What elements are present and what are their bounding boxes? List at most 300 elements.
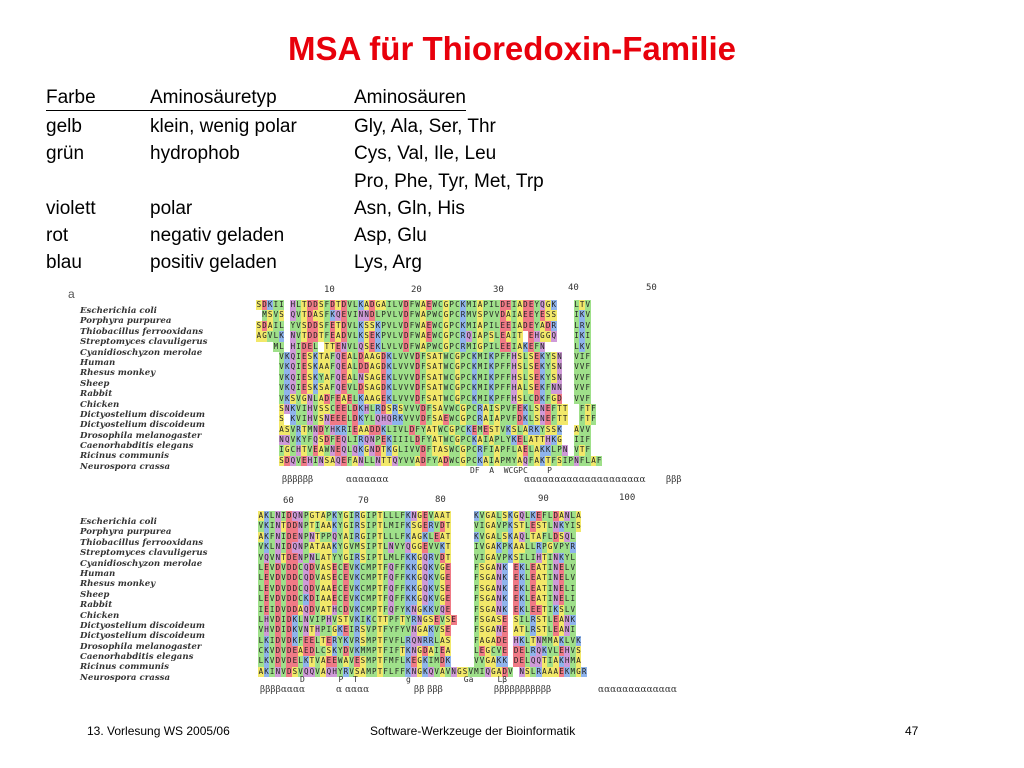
residue: I xyxy=(279,300,284,309)
species-name: Chicken xyxy=(80,610,120,621)
residue: Y xyxy=(534,310,540,320)
residue: S xyxy=(576,521,581,531)
residue: P xyxy=(460,351,466,361)
residue: I xyxy=(511,310,517,320)
residue: K xyxy=(519,604,524,614)
residue: D xyxy=(275,646,281,656)
residue: K xyxy=(406,511,411,520)
residue: A xyxy=(491,604,496,614)
residue: N xyxy=(553,521,559,531)
residue: K xyxy=(290,414,296,424)
residue: Y xyxy=(564,542,570,552)
residue: A xyxy=(370,351,375,361)
residue: N xyxy=(574,455,579,465)
residue: K xyxy=(445,656,451,666)
residue: A xyxy=(313,310,318,320)
residue: D xyxy=(309,594,315,604)
residue: N xyxy=(298,552,303,562)
residue: V xyxy=(281,656,286,666)
residue: D xyxy=(286,594,292,604)
residue: N xyxy=(370,435,375,445)
residue: E xyxy=(536,511,542,520)
residue: I xyxy=(366,542,371,552)
residue: N xyxy=(275,521,281,531)
residue: V xyxy=(468,666,473,676)
residue: F xyxy=(585,372,591,382)
residue: A xyxy=(559,625,564,635)
residue: L xyxy=(525,542,530,552)
residue: L xyxy=(564,594,570,604)
residue: V xyxy=(489,310,494,320)
residue: S xyxy=(307,362,313,372)
residue: K xyxy=(358,403,364,413)
residue: S xyxy=(440,625,445,635)
residue: F xyxy=(421,435,426,445)
residue: R xyxy=(477,445,483,455)
residue: G xyxy=(491,666,496,676)
residue: F xyxy=(474,562,479,572)
residue: D xyxy=(309,604,315,614)
residue: D xyxy=(513,646,519,656)
residue: A xyxy=(309,542,315,552)
residue: D xyxy=(292,562,298,572)
residue: Q xyxy=(341,435,347,445)
residue: E xyxy=(264,562,269,572)
residue: T xyxy=(562,403,568,413)
residue: T xyxy=(377,573,383,583)
residue: E xyxy=(483,424,488,434)
residue: V xyxy=(496,646,502,656)
residue: D xyxy=(358,351,364,361)
residue: Q xyxy=(292,542,298,552)
residue: F xyxy=(415,424,420,434)
residue: T xyxy=(542,625,547,635)
residue: A xyxy=(517,383,522,393)
residue: F xyxy=(585,393,591,403)
residue: S xyxy=(364,331,369,341)
residue: I xyxy=(279,445,284,455)
residue: V xyxy=(440,614,445,624)
residue: A xyxy=(438,403,443,413)
residue: T xyxy=(438,393,443,403)
residue: S xyxy=(360,552,366,562)
residue: F xyxy=(383,594,388,604)
residue: V xyxy=(296,455,301,465)
residue: K xyxy=(358,445,364,455)
residue: A xyxy=(421,341,426,351)
residue: I xyxy=(273,320,279,330)
residue: G xyxy=(375,383,381,393)
residue: L xyxy=(258,562,264,572)
residue: V xyxy=(404,403,409,413)
residue: E xyxy=(472,424,477,434)
residue: A xyxy=(347,372,352,382)
residue: G xyxy=(457,666,462,676)
residue: N xyxy=(564,614,570,624)
residue: K xyxy=(534,424,540,434)
residue: N xyxy=(330,445,335,455)
residue: G xyxy=(545,300,551,309)
residue: G xyxy=(443,320,449,330)
residue: F xyxy=(394,625,400,635)
residue: K xyxy=(387,393,392,403)
residue: F xyxy=(500,351,505,361)
residue: V xyxy=(409,403,415,413)
residue: L xyxy=(392,341,398,351)
motif-label-block2: D P T g Ga Lβ xyxy=(300,675,508,684)
residue: F xyxy=(585,351,591,361)
residue: K xyxy=(264,656,269,666)
residue: P xyxy=(303,542,309,552)
residue: L xyxy=(574,341,579,351)
secondary-structure-alpha: αααααααααααααααααααα xyxy=(524,475,646,485)
residue: D xyxy=(286,635,292,645)
residue: Q xyxy=(284,435,290,445)
residue: P xyxy=(372,531,377,541)
residue: T xyxy=(438,372,443,382)
residue: I xyxy=(489,414,494,424)
residue: I xyxy=(326,625,332,635)
residue: M xyxy=(360,646,366,656)
residue: V xyxy=(585,310,591,320)
residue: E xyxy=(479,646,485,656)
residue: Q xyxy=(428,666,434,676)
residue: G xyxy=(485,594,490,604)
residue: N xyxy=(551,383,557,393)
residue: I xyxy=(360,614,366,624)
residue: R xyxy=(411,614,417,624)
residue: K xyxy=(264,511,269,520)
residue: A xyxy=(534,455,540,465)
residue: A xyxy=(491,552,496,562)
residue: V xyxy=(387,320,392,330)
residue: P xyxy=(500,403,505,413)
residue: S xyxy=(279,455,284,465)
species-name: Streptomyces clavuligerus xyxy=(80,337,208,348)
residue: E xyxy=(335,435,341,445)
residue: F xyxy=(400,552,405,562)
residue: D xyxy=(358,362,364,372)
residue: K xyxy=(387,362,392,372)
residue: K xyxy=(489,383,494,393)
residue: F xyxy=(383,635,388,645)
residue: S xyxy=(292,666,298,676)
residue: S xyxy=(318,320,324,330)
residue: G xyxy=(485,656,490,666)
residue: L xyxy=(404,424,409,434)
residue: T xyxy=(377,511,383,520)
residue: E xyxy=(440,646,445,656)
residue: E xyxy=(443,414,449,424)
residue: F xyxy=(400,583,405,593)
residue: D xyxy=(307,310,313,320)
sequence-row xyxy=(258,542,587,552)
residue: T xyxy=(432,445,437,455)
residue: V xyxy=(347,331,352,341)
legend-aminoacids: Gly, Ala, Ser, Thr xyxy=(354,116,496,138)
residue: L xyxy=(269,542,275,552)
residue: T xyxy=(387,455,392,465)
residue: S xyxy=(489,331,494,341)
residue: C xyxy=(455,455,460,465)
residue: S xyxy=(551,424,557,434)
residue: D xyxy=(341,331,347,341)
residue: I xyxy=(489,455,494,465)
residue: L xyxy=(392,320,398,330)
residue: N xyxy=(564,625,570,635)
residue: E xyxy=(381,435,386,445)
residue: E xyxy=(559,583,564,593)
residue: K xyxy=(508,521,513,531)
residue: A xyxy=(330,455,335,465)
residue: F xyxy=(511,414,517,424)
residue: Q xyxy=(485,666,490,676)
residue: E xyxy=(301,351,307,361)
residue: Y xyxy=(290,320,296,330)
residue: A xyxy=(320,604,326,614)
residue: Q xyxy=(313,435,318,445)
residue: E xyxy=(528,341,534,351)
residue: K xyxy=(303,594,309,604)
residue: K xyxy=(579,341,585,351)
residue: Q xyxy=(290,372,296,382)
residue: F xyxy=(421,372,426,382)
residue: A xyxy=(432,393,437,403)
residue: L xyxy=(553,646,559,656)
residue: V xyxy=(404,455,409,465)
residue: S xyxy=(489,424,494,434)
residue: F xyxy=(528,455,534,465)
residue: V xyxy=(349,583,354,593)
residue: K xyxy=(411,594,417,604)
residue: F xyxy=(551,403,557,413)
residue: Q xyxy=(358,341,364,351)
residue: K xyxy=(375,320,381,330)
residue: K xyxy=(358,393,364,403)
residue: F xyxy=(347,455,352,465)
residue: Q xyxy=(564,531,570,541)
residue: S xyxy=(360,521,366,531)
residue: M xyxy=(366,594,371,604)
residue: I xyxy=(404,435,409,445)
residue: E xyxy=(301,362,307,372)
residue: V xyxy=(281,583,286,593)
sequence-row xyxy=(256,331,602,341)
species-name: Ricinus communis xyxy=(80,662,169,673)
residue: S xyxy=(502,511,507,520)
residue: A xyxy=(536,562,542,572)
residue: E xyxy=(559,573,564,583)
residue: L xyxy=(570,531,576,541)
residue: A xyxy=(370,372,375,382)
residue: E xyxy=(292,646,298,656)
residue: A xyxy=(517,300,522,309)
residue: E xyxy=(381,372,386,382)
residue: H xyxy=(307,403,313,413)
residue: E xyxy=(426,300,432,309)
residue: M xyxy=(474,666,479,676)
residue: P xyxy=(483,310,488,320)
residue: G xyxy=(485,573,490,583)
residue: V xyxy=(434,583,439,593)
residue: L xyxy=(547,614,553,624)
residue: S xyxy=(462,666,468,676)
residue: P xyxy=(372,666,377,676)
residue: V xyxy=(279,372,284,382)
residue: P xyxy=(466,445,471,455)
residue: D xyxy=(286,552,292,562)
legend-header-row xyxy=(46,86,606,113)
residue: I xyxy=(579,435,585,445)
residue: C xyxy=(455,445,460,455)
residue: K xyxy=(519,562,524,572)
residue: L xyxy=(273,331,279,341)
residue: T xyxy=(309,625,315,635)
residue: K xyxy=(519,573,524,583)
residue: T xyxy=(377,666,383,676)
residue: K xyxy=(375,331,381,341)
residue: I xyxy=(394,521,400,531)
residue: R xyxy=(536,666,542,676)
residue: G xyxy=(440,562,445,572)
residue: C xyxy=(443,424,449,434)
residue: E xyxy=(423,521,428,531)
residue: Q xyxy=(375,414,381,424)
residue: T xyxy=(377,614,383,624)
residue: N xyxy=(496,625,502,635)
residue: Q xyxy=(423,594,428,604)
species-name: Streptomyces clavuligerus xyxy=(80,548,208,559)
residue: T xyxy=(445,531,451,541)
residue: K xyxy=(557,424,562,434)
species-name: Sheep xyxy=(80,378,110,389)
residue: P xyxy=(372,552,377,562)
residue: S xyxy=(318,403,324,413)
residue: A xyxy=(489,435,494,445)
residue: S xyxy=(513,552,519,562)
residue: K xyxy=(460,300,466,309)
residue: C xyxy=(472,445,477,455)
residue: M xyxy=(477,372,483,382)
residue: D xyxy=(421,414,426,424)
sequence-row xyxy=(258,532,587,542)
residue: F xyxy=(324,320,330,330)
residue: S xyxy=(576,646,581,656)
residue: V xyxy=(332,614,337,624)
residue: K xyxy=(542,646,547,656)
residue: N xyxy=(324,414,330,424)
residue: S xyxy=(432,403,437,413)
residue: S xyxy=(479,573,485,583)
residue: F xyxy=(394,604,400,614)
residue: V xyxy=(347,310,352,320)
residue: L xyxy=(523,435,528,445)
residue: E xyxy=(292,531,298,541)
residue: S xyxy=(426,372,432,382)
residue: V xyxy=(508,666,513,676)
residue: E xyxy=(559,594,564,604)
residue: F xyxy=(400,531,405,541)
residue: C xyxy=(455,414,460,424)
residue: D xyxy=(318,424,324,434)
residue: F xyxy=(394,614,400,624)
residue: A xyxy=(421,310,426,320)
residue: H xyxy=(332,604,337,614)
residue: L xyxy=(383,511,388,520)
residue: S xyxy=(307,383,313,393)
residue: G xyxy=(460,414,466,424)
residue: K xyxy=(489,372,494,382)
residue: C xyxy=(455,310,460,320)
residue: D xyxy=(309,573,315,583)
residue: R xyxy=(375,403,381,413)
residue: S xyxy=(440,583,445,593)
legend-row xyxy=(46,168,606,195)
residue: K xyxy=(406,552,411,562)
residue: D xyxy=(557,393,562,403)
residue: G xyxy=(485,531,490,541)
residue: Y xyxy=(421,424,426,434)
residue: V xyxy=(269,614,275,624)
residue: T xyxy=(315,531,320,541)
residue: V xyxy=(347,300,352,309)
residue: R xyxy=(460,331,466,341)
residue: A xyxy=(491,531,496,541)
residue: S xyxy=(517,393,522,403)
residue: S xyxy=(536,521,542,531)
residue: G xyxy=(417,604,422,614)
residue: L xyxy=(375,310,381,320)
residue: L xyxy=(547,625,553,635)
residue: E xyxy=(411,656,417,666)
residue: K xyxy=(366,614,371,624)
residue: G xyxy=(485,511,490,520)
residue: D xyxy=(496,635,502,645)
residue: F xyxy=(506,383,511,393)
residue: P xyxy=(500,455,505,465)
residue: K xyxy=(411,552,417,562)
residue: P xyxy=(372,646,377,656)
residue: C xyxy=(360,604,366,614)
residue: F xyxy=(426,455,432,465)
residue: F xyxy=(426,414,432,424)
residue: I xyxy=(570,625,576,635)
residue: D xyxy=(381,351,386,361)
residue: K xyxy=(466,424,471,434)
residue: E xyxy=(445,562,451,572)
residue: D xyxy=(292,594,298,604)
residue: F xyxy=(324,300,330,309)
residue: M xyxy=(273,341,279,351)
residue: G xyxy=(477,341,483,351)
residue: S xyxy=(364,372,369,382)
residue: C xyxy=(449,393,454,403)
residue: V xyxy=(500,424,505,434)
residue: W xyxy=(438,424,443,434)
residue: F xyxy=(383,625,388,635)
species-name: Cyanidioschyzon merolae xyxy=(80,558,203,569)
residue: S xyxy=(337,614,343,624)
residue: G xyxy=(455,383,460,393)
residue: F xyxy=(409,300,415,309)
residue: L xyxy=(585,455,591,465)
residue: V xyxy=(579,372,585,382)
residue: K xyxy=(406,666,411,676)
sequence-row xyxy=(256,404,602,414)
residue: F xyxy=(474,625,479,635)
residue: A xyxy=(438,414,443,424)
residue: V xyxy=(267,331,273,341)
